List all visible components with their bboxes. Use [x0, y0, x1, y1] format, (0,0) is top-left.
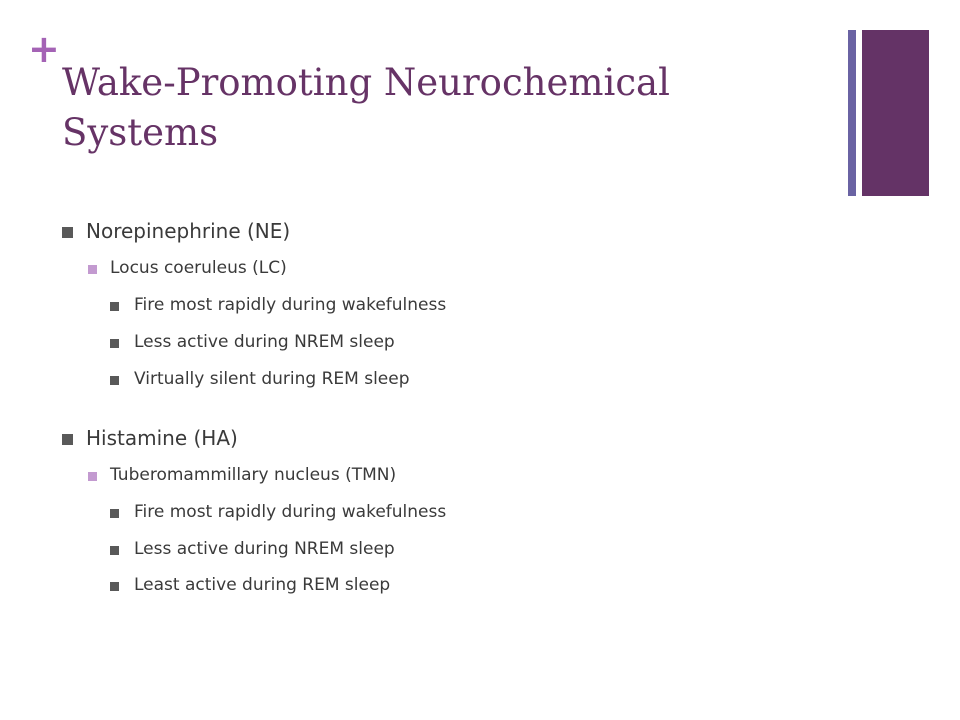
square-bullet-icon [110, 546, 119, 555]
sub-bullet-text: Locus coeruleus (LC) [110, 258, 287, 278]
square-bullet-icon [110, 582, 119, 591]
sub-bullet-text: Tuberomammillary nucleus (TMN) [110, 465, 397, 485]
plus-icon: + [28, 27, 60, 71]
bullet-heading [86, 219, 290, 243]
square-bullet-icon [62, 434, 73, 445]
detail-bullet [134, 295, 446, 315]
square-bullet-icon [88, 265, 97, 274]
sub-bullet [110, 465, 396, 485]
detail-bullet [134, 332, 395, 352]
detail-bullet-text: Least active during REM sleep [134, 575, 391, 595]
square-bullet-icon [110, 339, 119, 348]
sub-bullet [110, 258, 287, 278]
detail-bullet [134, 502, 446, 522]
detail-bullet [134, 539, 395, 559]
bullet-heading [86, 426, 238, 450]
detail-bullet-text: Less active during NREM sleep [134, 539, 395, 559]
square-bullet-icon [110, 302, 119, 311]
bullet-heading-text: Histamine (HA) [86, 426, 238, 450]
detail-bullet-text: Virtually silent during REM sleep [134, 369, 410, 389]
detail-bullet [134, 575, 390, 595]
bullet-heading-text: Norepinephrine (NE) [86, 219, 291, 243]
square-bullet-icon [110, 376, 119, 385]
square-bullet-icon [62, 227, 73, 238]
detail-bullet-text: Fire most rapidly during wakefulness [134, 502, 447, 522]
slide-title: Wake-Promoting Neurochemical Systems [62, 61, 670, 154]
detail-bullet-text: Fire most rapidly during wakefulness [134, 295, 447, 315]
square-bullet-icon [110, 509, 119, 518]
detail-bullet [134, 369, 410, 389]
detail-bullet-text: Less active during NREM sleep [134, 332, 395, 352]
square-bullet-icon [88, 472, 97, 481]
